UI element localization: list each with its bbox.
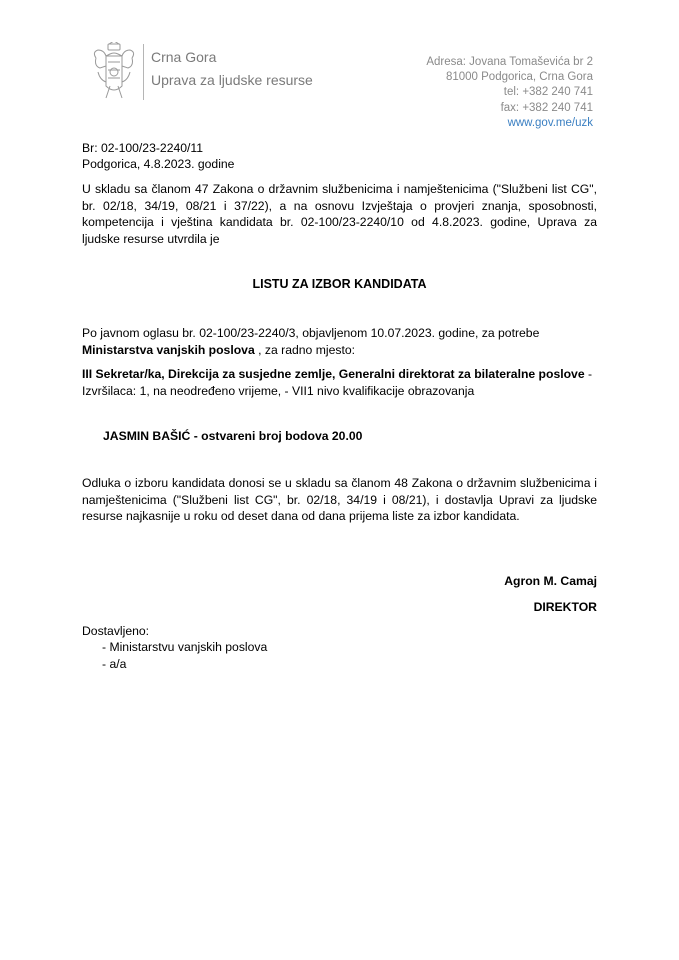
announcement-prefix: Po javnom oglasu br. 02-100/23-2240/3, objavljenom 10.07.2023. godine, za potrebe [82,326,540,340]
decision-paragraph: Odluka o izboru kandidata donosi se u skladu sa članom 48 Zakona o državnim službenicima i namještenicima ("Službeni list CG", br. 02/18, 34/19 i 08/21), i dostavlja Upravi za ljudske resurse najkasnije u roku od deset dana od dana prijema liste za izbor kandidata. [82,476,597,523]
announcement-paragraph [82,325,597,358]
intro-paragraph: U skladu sa članom 47 Zakona o državnim službenicima i namještenicima ("Službeni list CG", br. 02/18, 34/19, 08/21 i 37/22), a na osnovu Izvještaja o provjeri znanja, sposobnosti, kompetencija i vještina kandidata br. 02-100/23-2240/10 od 4.8.2023. godine, Uprava za ljudske resurse utvrdila je [82,182,597,246]
position-paragraph [82,366,597,399]
contact-block [426,55,593,131]
address-line-2: 81000 Podgorica, Crna Gora [445,71,593,84]
ministry-name: Ministarstva vanjskih poslova [82,342,255,357]
announcement-suffix: , za radno mjesto: [254,342,355,357]
fax: fax: +382 240 741 [500,101,593,114]
address-line-1: Adresa: Jovana Tomaševića br 2 [426,56,593,68]
montenegro-coat-of-arms-icon [90,42,138,102]
position-details: - Izvršilaca: 1, na neodređeno vrijeme, - VII1 nivo kvalifikacije obrazovanja [82,367,593,398]
website-link[interactable]: www.gov.me/uzk [507,116,593,129]
org-unit: Uprava za ljudske resurse [151,72,313,88]
list-item: - a/a [102,656,127,671]
reference-number: Br: 02-100/23-2240/11 [82,141,204,155]
selected-candidate: JASMIN BAŠIĆ - ostvareni broj bodova 20.00 [103,429,363,443]
signer-title: DIREKTOR [533,600,597,614]
tel: tel: +382 240 741 [503,86,593,99]
delivered-list [102,639,267,672]
document-title: LISTU ZA IZBOR KANDIDATA [252,277,427,291]
signer-name: Agron M. Camaj [504,574,597,588]
delivered-label: Dostavljeno: [82,624,150,638]
place-date: Podgorica, 4.8.2023. godine [82,157,235,171]
org-name: Crna Gora [151,49,217,65]
header-divider [143,44,144,100]
list-item: - Ministarstvu vanjskih poslova [102,640,268,654]
position-title: III Sekretar/ka, Direkcija za susjedne zemlje, Generalni direktorat za bilateralne poslove [82,367,585,381]
